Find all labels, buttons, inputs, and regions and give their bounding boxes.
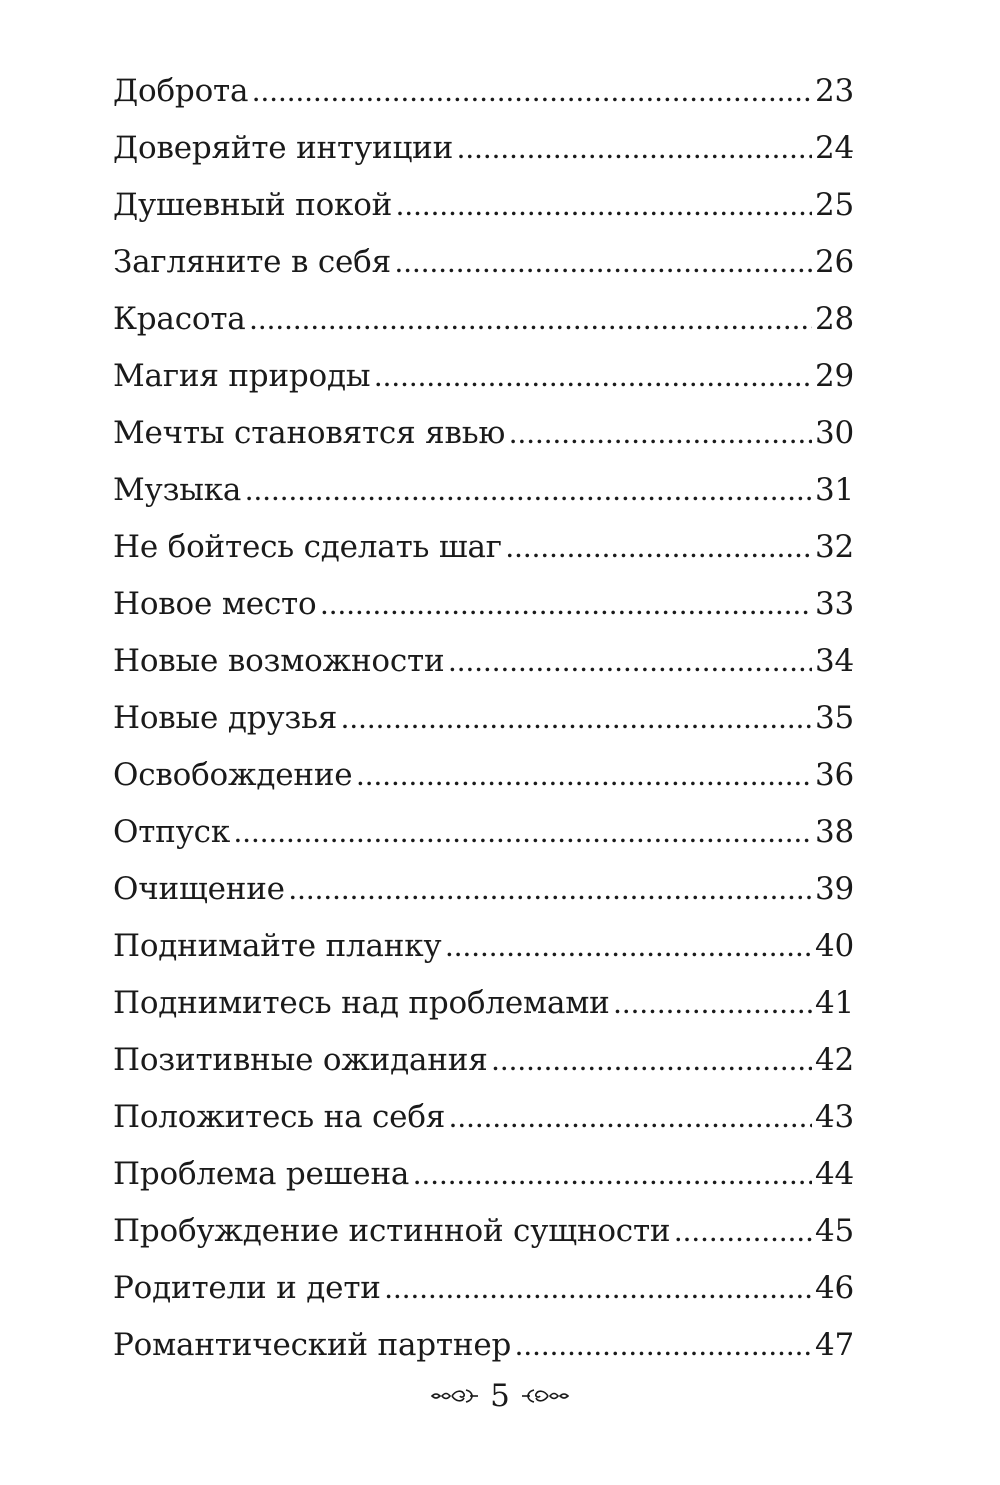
dot-leader — [320, 579, 812, 629]
dot-leader — [250, 294, 812, 344]
toc-entry-page: 38 — [815, 814, 855, 850]
toc-entry-title: Проблема решена — [113, 1156, 410, 1192]
toc-entry[interactable] — [113, 1035, 855, 1092]
dot-leader — [674, 1206, 812, 1256]
toc-entry-page: 42 — [815, 1042, 855, 1078]
page-folio — [0, 1378, 1000, 1414]
toc-entry-title: Красота — [113, 301, 246, 337]
dot-leader — [374, 351, 812, 401]
toc-entry[interactable] — [113, 180, 855, 237]
toc-entry-title: Не бойтесь сделать шаг — [113, 529, 502, 565]
toc-entry-page: 30 — [815, 415, 855, 451]
dot-leader — [234, 807, 812, 857]
dot-leader — [445, 921, 812, 971]
dot-leader — [506, 522, 812, 572]
toc-entry[interactable] — [113, 522, 855, 579]
toc-entry-title: Романтический партнер — [113, 1327, 512, 1363]
dot-leader — [509, 408, 812, 458]
toc-entry-page: 39 — [815, 871, 855, 907]
ornament-right-icon — [520, 1386, 570, 1406]
toc-entry-page: 25 — [815, 187, 855, 223]
toc-entry-page: 45 — [815, 1213, 855, 1249]
dot-leader — [341, 693, 812, 743]
toc-entry[interactable] — [113, 66, 855, 123]
toc-entry-title: Освобождение — [113, 757, 353, 793]
toc-entry[interactable] — [113, 864, 855, 921]
toc-entry[interactable] — [113, 1149, 855, 1206]
toc-entry-title: Мечты становятся явью — [113, 415, 506, 451]
toc-entry-title: Отпуск — [113, 814, 231, 850]
toc-entry[interactable] — [113, 636, 855, 693]
page-number: 5 — [490, 1378, 510, 1414]
toc-entry[interactable] — [113, 237, 855, 294]
toc-entry[interactable] — [113, 807, 855, 864]
toc-entry-title: Доверяйте интуиции — [113, 130, 454, 166]
toc-entry-title: Поднимайте планку — [113, 928, 442, 964]
toc-entry[interactable] — [113, 1206, 855, 1263]
toc-entry[interactable] — [113, 1263, 855, 1320]
toc-entry-title: Загляните в себя — [113, 244, 391, 280]
toc-entry-page: 47 — [815, 1327, 855, 1363]
toc-entry-title: Поднимитесь над проблемами — [113, 985, 610, 1021]
toc-entry[interactable] — [113, 579, 855, 636]
dot-leader — [289, 864, 812, 914]
toc-entry[interactable] — [113, 1092, 855, 1149]
toc-entry-title: Доброта — [113, 73, 249, 109]
toc-entry[interactable] — [113, 465, 855, 522]
dot-leader — [245, 465, 812, 515]
toc-entry-page: 31 — [815, 472, 855, 508]
toc-entry-page: 29 — [815, 358, 855, 394]
dot-leader — [457, 123, 812, 173]
toc-entry-title: Родители и дети — [113, 1270, 381, 1306]
toc-entry[interactable] — [113, 921, 855, 978]
dot-leader — [395, 237, 812, 287]
toc-entry[interactable] — [113, 750, 855, 807]
toc-entry-page: 43 — [815, 1099, 855, 1135]
dot-leader — [448, 636, 812, 686]
toc-entry-title: Магия природы — [113, 358, 371, 394]
toc-entry-title: Новое место — [113, 586, 317, 622]
toc-entry-page: 34 — [815, 643, 855, 679]
dot-leader — [449, 1092, 812, 1142]
toc-entry-title: Положитесь на себя — [113, 1099, 446, 1135]
toc-entry-title: Новые возможности — [113, 643, 445, 679]
dot-leader — [356, 750, 812, 800]
dot-leader — [396, 180, 812, 230]
toc-entry[interactable] — [113, 978, 855, 1035]
toc-entry-title: Позитивные ожидания — [113, 1042, 488, 1078]
toc-entry-title: Музыка — [113, 472, 242, 508]
toc-entry-page: 33 — [815, 586, 855, 622]
dot-leader — [413, 1149, 812, 1199]
toc-entry-page: 40 — [815, 928, 855, 964]
toc-entry-page: 41 — [815, 985, 855, 1021]
toc-entry-page: 26 — [815, 244, 855, 280]
toc-entry-title: Новые друзья — [113, 700, 338, 736]
toc-entry-title: Пробуждение истинной сущности — [113, 1213, 671, 1249]
toc-entry-title: Очищение — [113, 871, 285, 907]
toc-entry-page: 36 — [815, 757, 855, 793]
toc-entry-page: 24 — [815, 130, 855, 166]
toc-entry-page: 32 — [815, 529, 855, 565]
toc-entry-title: Душевный покой — [113, 187, 393, 223]
toc-entry[interactable] — [113, 294, 855, 351]
toc-entry-page: 44 — [815, 1156, 855, 1192]
dot-leader — [515, 1320, 812, 1370]
toc-entry[interactable] — [113, 693, 855, 750]
dot-leader — [385, 1263, 812, 1313]
toc-entry-page: 28 — [815, 301, 855, 337]
toc-entry[interactable] — [113, 408, 855, 465]
toc-entry-page: 23 — [815, 73, 855, 109]
toc-entry[interactable] — [113, 1320, 855, 1377]
toc-entry[interactable] — [113, 351, 855, 408]
toc-entry-page: 35 — [815, 700, 855, 736]
dot-leader — [252, 66, 812, 116]
table-of-contents — [113, 66, 855, 1377]
ornament-left-icon — [430, 1386, 480, 1406]
dot-leader — [492, 1035, 812, 1085]
toc-entry[interactable] — [113, 123, 855, 180]
toc-entry-page: 46 — [815, 1270, 855, 1306]
dot-leader — [614, 978, 812, 1028]
